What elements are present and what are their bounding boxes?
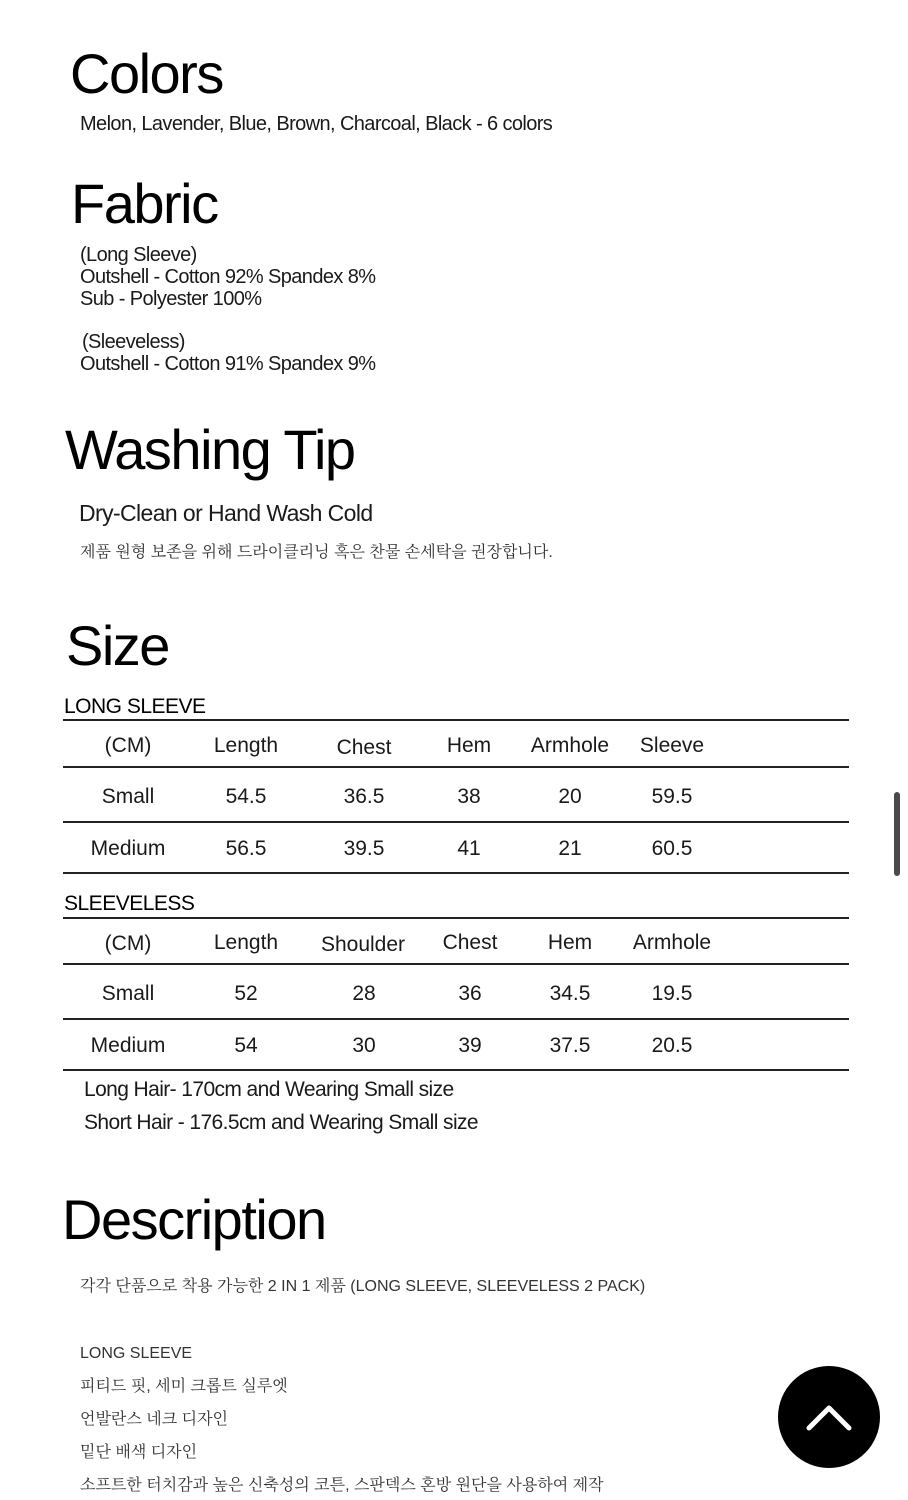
description-line: 언발란스 네크 디자인 [80,1411,228,1428]
fabric-line: Sub - Polyester 100% [80,288,262,310]
table-cell: 60.5 [651,837,693,860]
table-cell: 54.5 [225,785,267,808]
table-divider [63,766,849,768]
sleeveless-title: SLEEVELESS [64,892,195,915]
description-intro: 각각 단품으로 착용 가능한 2 IN 1 제품 (LONG SLEEVE, SLEEVELESS 2 PACK) [80,1278,646,1295]
colors-heading: Colors [70,42,223,105]
fabric-line: (Sleeveless) [82,331,185,353]
table-header: Armhole [530,734,610,757]
table-cell: 36 [458,982,482,1005]
long-sleeve-title: LONG SLEEVE [64,695,206,718]
table-header: Armhole [632,931,712,954]
scrollbar-thumb[interactable] [894,792,900,876]
table-cell: 20.5 [651,1034,693,1057]
fabric-heading: Fabric [71,172,218,235]
description-line: LONG SLEEVE [80,1345,193,1362]
description-line: 소프트한 터치감과 높은 신축성의 코튼, 스판덱스 혼방 원단을 사용하여 제작 [80,1477,604,1494]
table-cell: 34.5 [549,982,591,1005]
table-cell: 52 [234,982,258,1005]
table-cell: 59.5 [651,785,693,808]
table-header: Length [213,734,279,757]
table-cell: 39 [458,1034,482,1057]
table-cell: Medium [90,837,166,860]
description-heading: Description [62,1188,326,1251]
description-line: 밑단 배색 디자인 [80,1444,198,1461]
washing-heading: Washing Tip [65,418,355,481]
table-cell: 21 [558,837,582,860]
size-heading: Size [66,614,169,677]
table-header: Length [213,931,279,954]
table-divider [63,719,849,721]
table-cell: 19.5 [651,982,693,1005]
washing-korean: 제품 원형 보존을 위해 드라이클리닝 혹은 찬물 손세탁을 권장합니다. [80,544,553,561]
table-cell: Small [101,785,155,808]
table-header: Sleeve [639,734,705,757]
table-cell: 56.5 [225,837,267,860]
table-cell: Small [101,982,155,1005]
table-header: Hem [446,734,492,757]
scroll-to-top-button[interactable] [778,1366,880,1468]
table-header: Chest [442,931,498,954]
fabric-line: Outshell - Cotton 91% Spandex 9% [80,353,376,375]
table-cell: 39.5 [343,837,385,860]
table-cell: 28 [352,982,376,1005]
table-cell: 36.5 [343,785,385,808]
table-header: (CM) [104,932,152,955]
table-divider [63,1069,849,1071]
table-cell: Medium [90,1034,166,1057]
chevron-up-icon [805,1402,853,1432]
washing-text: Dry-Clean or Hand Wash Cold [79,500,373,526]
table-divider [63,917,849,919]
table-header: Chest [336,736,392,759]
table-cell: 54 [234,1034,258,1057]
model-note: Short Hair - 176.5cm and Wearing Small size [84,1111,478,1134]
table-divider [63,872,849,874]
table-divider [63,1018,849,1020]
model-note: Long Hair- 170cm and Wearing Small size [84,1078,454,1101]
table-divider [63,963,849,965]
table-header: Shoulder [320,933,406,956]
table-header: Hem [547,931,593,954]
table-cell: 30 [352,1034,376,1057]
table-divider [63,821,849,823]
table-cell: 41 [457,837,481,860]
table-header: (CM) [104,734,152,757]
table-cell: 38 [457,785,481,808]
table-cell: 20 [558,785,582,808]
colors-list: Melon, Lavender, Blue, Brown, Charcoal, Black - 6 colors [80,113,553,135]
fabric-line: Outshell - Cotton 92% Spandex 8% [80,266,376,288]
fabric-line: (Long Sleeve) [80,244,197,266]
description-line: 피티드 핏, 세미 크롭트 실루엣 [80,1378,288,1395]
table-cell: 37.5 [549,1034,591,1057]
